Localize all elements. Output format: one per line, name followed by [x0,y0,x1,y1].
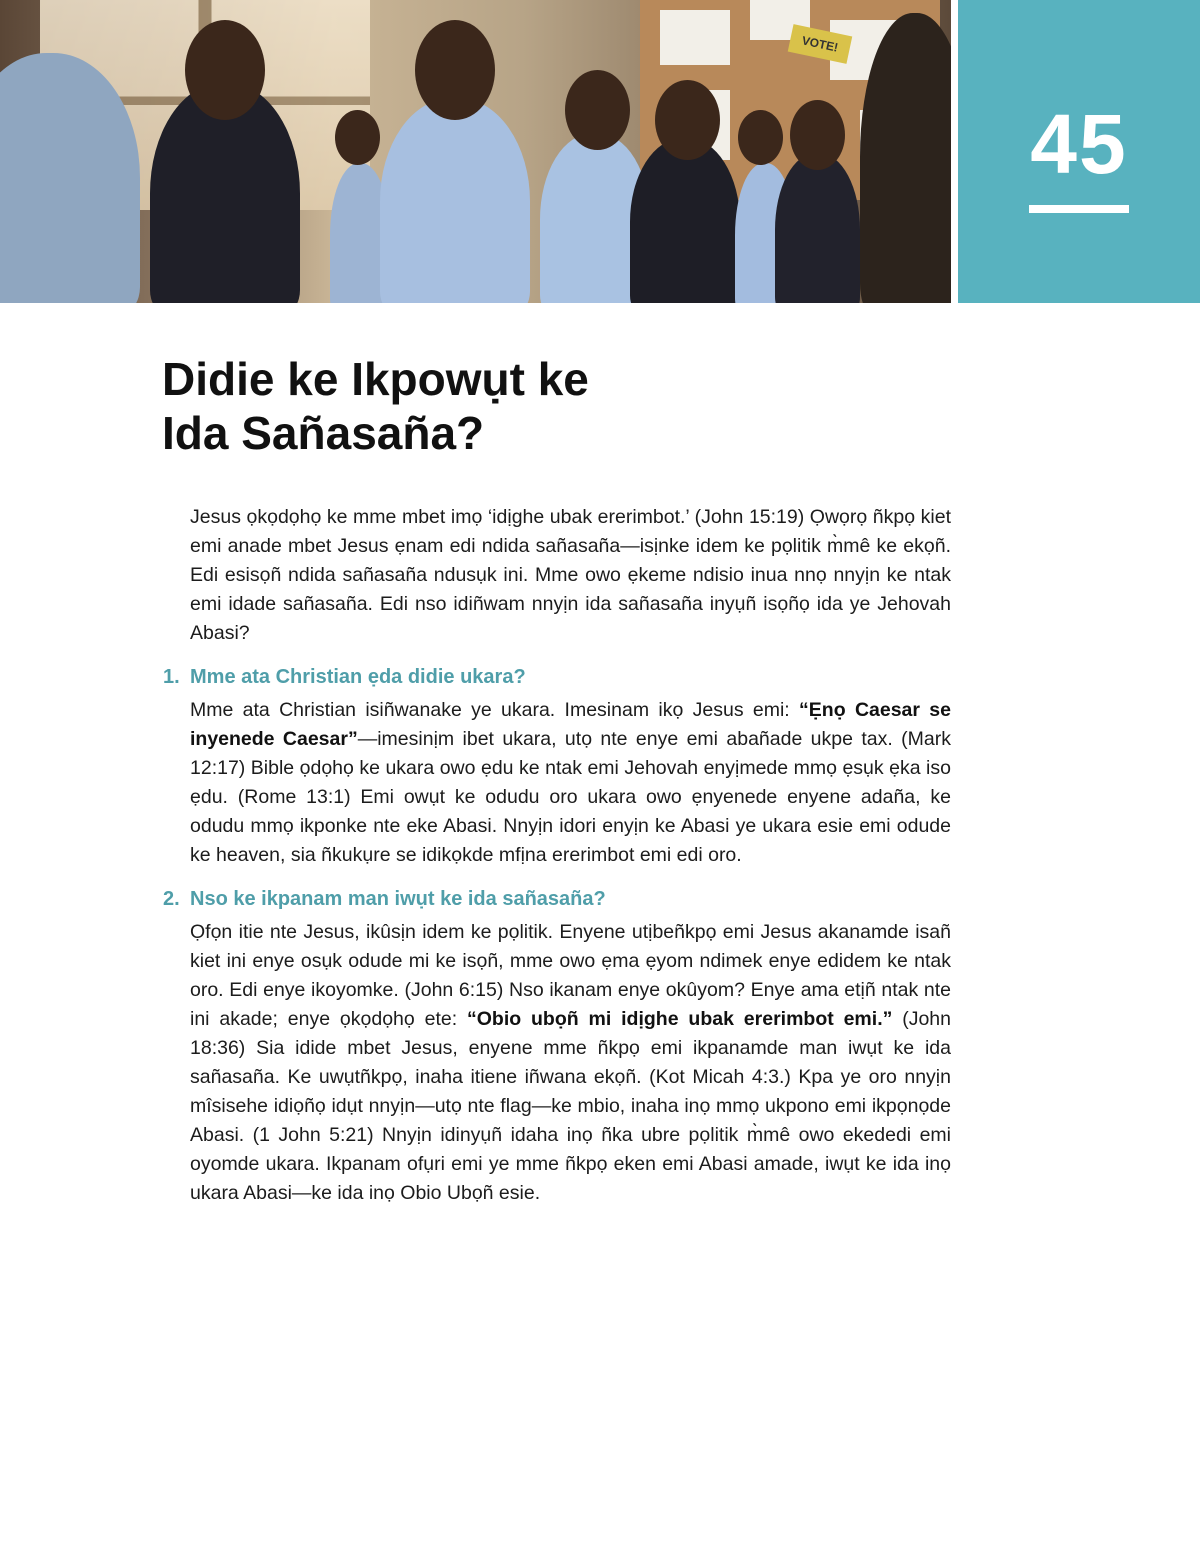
answer-paragraph-1 [190,696,951,870]
answer-text: Mme ata Christian isiñwanake ye ukara. Imesinam ikọ Jesus emi: [190,699,800,721]
answer-paragraph-2 [190,918,951,1208]
title-line-1: Didie ke Ikpowụt ke [162,353,589,405]
lesson-content [163,503,951,1208]
badge-underline [1029,205,1129,213]
question-number: 1. [163,666,180,688]
title-line-2: Ida Sañasaña? [162,407,485,459]
scripture-quote: “Ẹnọ Caesar se inyenede Caesar” [190,699,951,750]
question-2 [163,884,951,914]
lesson-number-badge [958,0,1200,303]
question-number: 2. [163,888,180,910]
answer-text: Ọfọn itie nte Jesus, ikûsịn idem ke pọlitik. Enyene utịbeñkpọ emi Jesus akanamde isañ kiet ini enye osụk odude mi ke isọñ, mme owo ẹma ẹyom ndimek enye edidem ke ntak oro. Edi enye ikoyomke. (John 6:15) Nso ikanam enye okûyom? Enye ama etịñ ntak nte ini akade; enye ọkọdọhọ ete: [190,921,951,1030]
answer-text: (John 18:36) Sia idide mbet Jesus, enyene mme ñkpọ emi ikpanamde man iwụt ke ida sañasaña. Ke uwụtñkpọ, inaha itiene iñwana ekọñ. (Kot Micah 4:3.) Kpa ye oro nnyịn mîsisehe idiọñọ idụt nnyịn—utọ nte flag—ke mbio, inaha inọ mmọ ukpono emi ikpọnọde Abasi. (1 John 5:21) Nnyịn idinyụñ idaha inọ ñka ubre pọlitik m̀mê owo ekededi emi oyomde ukara. Ikpanam ofụri emi ye mme ñkpọ eken emi Abasi amade, iwụt ke ida inọ ukara Abasi—ke ida inọ Obio Ubọñ esie. [190,1008,951,1204]
header-photo [0,0,951,303]
page-title [162,352,862,460]
question-text: Nso ke ikpanam man iwụt ke ida sañasaña? [190,888,606,910]
question-text: Mme ata Christian ẹda didie ukara? [190,666,526,688]
intro-paragraph: Jesus ọkọdọhọ ke mme mbet imọ ‘idịghe ubak ererimbot.’ (John 15:19) Ọwọrọ ñkpọ kiet emi anade mbet Jesus ẹnam edi ndida sañasaña—isịnke idem ke pọlitik m̀mê ke ekọñ. Edi esisọñ ndida sañasaña ndusụk ini. Mme owo ẹkeme ndisio inua nnọ nnyịn ke ntak emi idade sañasaña. Edi nso idiñwam nnyịn ida sañasaña inyụñ isọñọ ida ye Jehovah Abasi? [190,506,951,644]
scripture-quote: “Obio ubọñ mi idịghe ubak ererimbot emi.” [467,1008,893,1030]
answer-text: —imesinịm ibet ukara, utọ nte enye emi abañade ukpe tax. (Mark 12:17) Bible ọdọhọ ke ukara owo ẹdu ke ntak emi Jehovah enyịmede mmọ ẹsụk ẹka iso ẹdu. (Rome 13:1) Emi owụt ke odudu oro ukara owo ẹnyenede enyene adaña, ke odudu mmọ ikponke nte eke Abasi. Nnyịn idori enyịn ke Abasi ye ukara esie emi odude ke heaven, sia ñkukụre se idikọkde mfịna ererimbot emi edi oro. [190,728,951,866]
question-1 [163,662,951,692]
vote-poster: VOTE! [788,24,853,64]
lesson-number: 45 [1030,97,1128,191]
